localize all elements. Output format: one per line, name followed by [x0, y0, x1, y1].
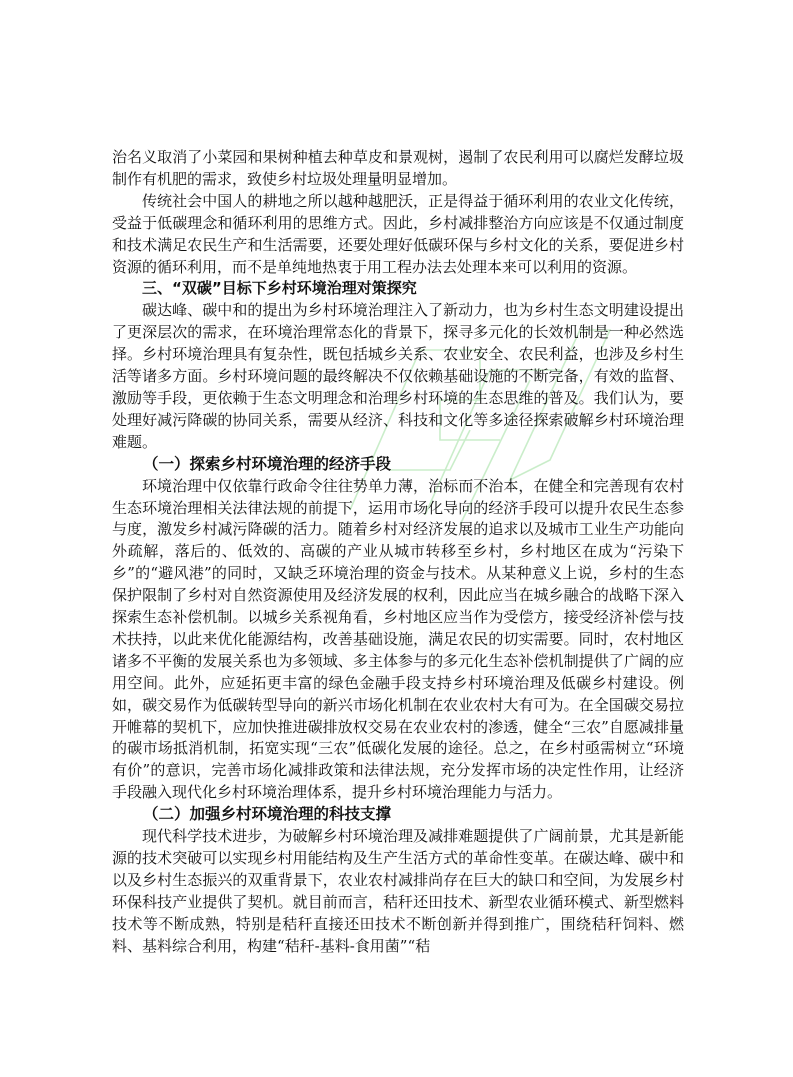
section-heading-3: 三、“双碳”目标下乡村环境治理对策探究 — [142, 279, 417, 298]
paragraph-2: 传统社会中国人的耕地之所以越种越肥沃，正是得益于循环利用的农业文化传统，受益于低碳理念和循环利用的思维方式。因此，乡村减排整治方向应该是不仅通过制度和技术满足农民生产和生活需要，还要处理好低碳环保与乡村文化的关系，要促进乡村资源的循环利用，而不是单纯地热衷于用工程办法去处理本来可以利用的资源。 — [112, 191, 684, 276]
paragraph-3: 碳达峰、碳中和的提出为乡村环境治理注入了新动力，也为乡村生态文明建设提出了更深层次的需求，在环境治理常态化的背景下，探寻多元化的长效机制是一种必然选择。乡村环境治理具有复杂性，既包括城乡关系、农业安全、农民利益，也涉及乡村生活等诸多方面。乡村环境问题的最终解决不仅依赖基础设施的不断完备，有效的监督、激励等手段，更依赖于生态文明理念和治理乡村环境的生态思维的普及。我们认为，要处理好减污降碳的协同关系，需要从经济、科技和文化等多途径探索破解乡村环境治理难题。 — [112, 301, 684, 451]
paragraph-4: 环境治理中仅依靠行政命令往往势单力薄，治标而不治本，在健全和完善现有农村生态环境治理相关法律法规的前提下，运用市场化导向的经济手段可以提升农民生态参与度，激发乡村减污降碳的活力。随着乡村对经济发展的追求以及城市工业生产功能向外疏解，落后的、低效的、高碳的产业从城市转移至乡村，乡村地区在成为“污染下乡”的“避风港”的同时，又缺乏环境治理的资金与技术。从某种意义上说，乡村的生态保护限制了乡村对自然资源使用及经济发展的权利，因此应当在城乡融合的战略下深入探索生态补偿机制。以城乡关系视角看，乡村地区应当作为受偿方，接受经济补偿与技术扶持，以此来优化能源结构，改善基础设施，满足农民的切实需要。同时，农村地区诸多不平衡的发展关系也为多领域、多主体参与的多元化生态补偿机制提供了广阔的应用空间。此外，应延拓更丰富的绿色金融手段支持乡村环境治理及低碳乡村建设。例如，碳交易作为低碳转型导向的新兴市场化机制在农业农村大有可为。在全国碳交易拉开帷幕的契机下，应加快推进碳排放权交易在农业农村的渗透，健全“三农”自愿减排量的碳市场抵消机制，拓宽实现“三农”低碳化发展的途径。总之，在乡村亟需树立“环境有价”的意识，完善市场化减排政策和法律法规，充分发挥市场的决定性作用，让经济手段融入现代化乡村环境治理体系，提升乡村环境治理能力与活力。 — [112, 476, 684, 802]
article-body — [112, 147, 684, 958]
subsection-heading-1: （一）探索乡村环境治理的经济手段 — [143, 454, 392, 473]
subsection-heading-2: （二）加强乡村环境治理的科技支撑 — [143, 805, 392, 824]
paragraph-5: 现代科学技术进步，为破解乡村环境治理及减排难题提供了广阔前景，尤其是新能源的技术突破可以实现乡村用能结构及生产生活方式的革命性变革。在碳达峰、碳中和以及乡村生态振兴的双重背景下，农业农村减排尚存在巨大的缺口和空间，为发展乡村环保科技产业提供了契机。就目前而言，秸秆还田技术、新型农业循环模式、新型燃料技术等不断成熟，特别是秸秆直接还田技术不断创新并得到推广，围绕秸秆饲料、燃料、基料综合利用，构建“秸秆-基料-食用菌”“秸 — [112, 827, 684, 955]
paragraph-1: 治名义取消了小菜园和果树种植去种草皮和景观树，遏制了农民利用可以腐烂发酵垃圾制作有机肥的需求，致使乡村垃圾处理量明显增加。 — [112, 148, 684, 188]
